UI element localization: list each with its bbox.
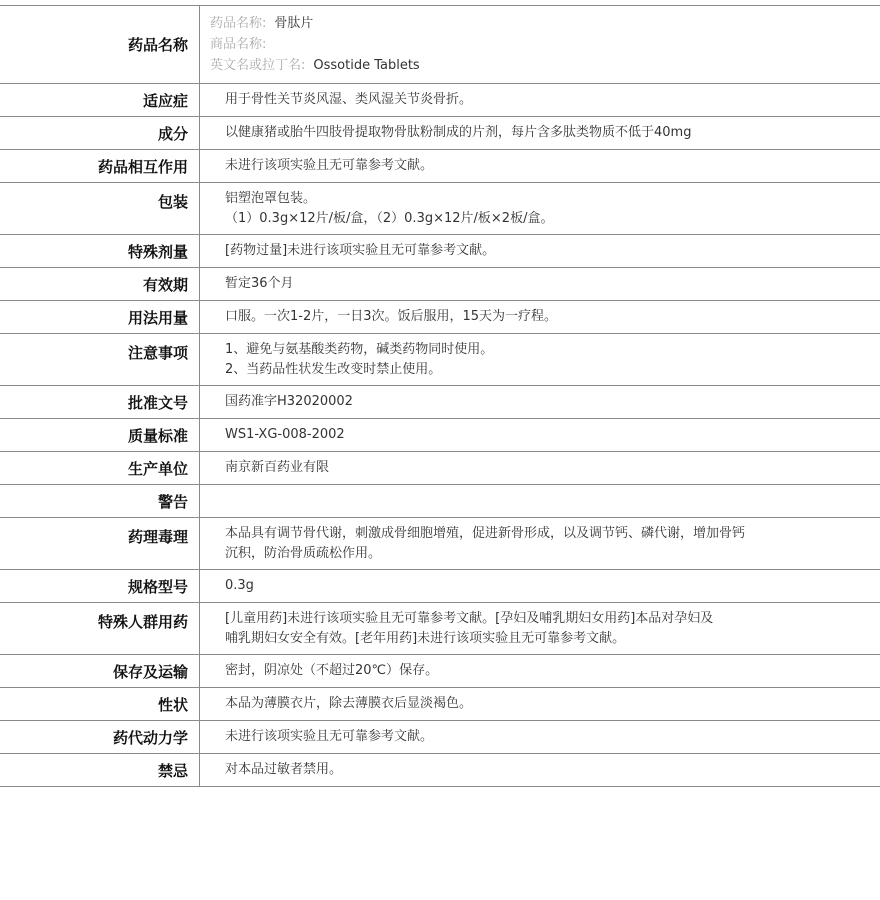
row-storage-transport xyxy=(0,655,880,688)
row-manufacturer xyxy=(0,452,880,485)
row-value xyxy=(200,754,880,786)
row-value xyxy=(200,334,880,385)
row-special-dosage xyxy=(0,235,880,268)
value-line: 0.3g xyxy=(225,578,254,593)
trade-name-line xyxy=(210,34,790,55)
row-value xyxy=(200,485,880,517)
drug-name-key: 药品名称: xyxy=(210,16,267,31)
row-value xyxy=(200,301,880,333)
value-line: 用于骨性关节炎风湿、类风湿关节炎骨折。 xyxy=(225,92,473,107)
row-label: 生产单位 xyxy=(0,452,200,484)
row-label: 特殊剂量 xyxy=(0,235,200,267)
value-line: 未进行该项实验且无可靠参考文献。 xyxy=(225,158,434,173)
value-line: 1、避免与氨基酸类药物，碱类药物同时使用。 xyxy=(225,342,494,357)
value-line: [儿童用药]未进行该项实验且无可靠参考文献。[孕妇及哺乳期妇女用药]本品对孕妇及 xyxy=(225,611,714,626)
value-line: 铝塑泡罩包装。 xyxy=(225,191,317,206)
value-line: [药物过量]未进行该项实验且无可靠参考文献。 xyxy=(225,243,496,258)
row-shelf-life xyxy=(0,268,880,301)
row-label: 药品名称 xyxy=(0,6,200,83)
row-label: 成分 xyxy=(0,117,200,149)
row-value xyxy=(200,603,880,654)
row-value xyxy=(200,419,880,451)
value-line: 国药准字H32020002 xyxy=(225,394,353,409)
value-line: 2、当药品性状发生改变时禁止使用。 xyxy=(225,362,442,377)
value-line: 未进行该项实验且无可靠参考文献。 xyxy=(225,729,434,744)
trade-name-key: 商品名称: xyxy=(210,37,267,52)
row-value xyxy=(200,84,880,116)
value-line: 以健康猪或胎牛四肢骨提取物骨肽粉制成的片剂，每片含多肽类物质不低于40mg xyxy=(225,125,692,140)
row-value xyxy=(200,655,880,687)
row-label: 保存及运输 xyxy=(0,655,200,687)
row-value xyxy=(200,386,880,418)
row-value xyxy=(200,518,880,569)
value-line: 对本品过敏者禁用。 xyxy=(225,762,343,777)
value-line: 暂定36个月 xyxy=(225,276,294,291)
row-label: 适应症 xyxy=(0,84,200,116)
row-label: 药品相互作用 xyxy=(0,150,200,182)
row-drug-names xyxy=(0,6,880,84)
row-approval-number xyxy=(0,386,880,419)
row-label: 用法用量 xyxy=(0,301,200,333)
drug-name-value: 骨肽片 xyxy=(274,16,314,31)
value-line: WS1-XG-008-2002 xyxy=(225,427,345,442)
row-label: 质量标准 xyxy=(0,419,200,451)
row-value xyxy=(200,6,880,83)
english-name-value: Ossotide Tablets xyxy=(313,58,420,73)
row-ingredients xyxy=(0,117,880,150)
value-line: 哺乳期妇女安全有效。[老年用药]未进行该项实验且无可靠参考文献。 xyxy=(225,631,626,646)
row-value xyxy=(200,268,880,300)
row-value xyxy=(200,452,880,484)
value-line: 密封，阴凉处（不超过20℃）保存。 xyxy=(225,663,439,678)
value-line: 沉积，防治骨质疏松作用。 xyxy=(225,546,382,561)
row-value xyxy=(200,150,880,182)
row-pharmacokinetics xyxy=(0,721,880,754)
row-label: 禁忌 xyxy=(0,754,200,786)
row-packaging xyxy=(0,183,880,235)
row-label: 规格型号 xyxy=(0,570,200,602)
value-line: 本品具有调节骨代谢，刺激成骨细胞增殖，促进新骨形成，以及调节钙、磷代谢，增加骨钙 xyxy=(225,526,746,541)
row-label: 批准文号 xyxy=(0,386,200,418)
row-special-populations xyxy=(0,603,880,655)
row-label: 注意事项 xyxy=(0,334,200,385)
row-value xyxy=(200,688,880,720)
row-value xyxy=(200,235,880,267)
row-label: 包装 xyxy=(0,183,200,234)
row-label: 药理毒理 xyxy=(0,518,200,569)
row-value xyxy=(200,721,880,753)
row-value xyxy=(200,183,880,234)
row-usage-dosage xyxy=(0,301,880,334)
row-label: 性状 xyxy=(0,688,200,720)
row-value xyxy=(200,570,880,602)
row-drug-interactions xyxy=(0,150,880,183)
english-name-line xyxy=(210,55,790,76)
row-quality-standard xyxy=(0,419,880,452)
row-value xyxy=(200,117,880,149)
row-label: 有效期 xyxy=(0,268,200,300)
value-line: （1）0.3g×12片/板/盒，（2）0.3g×12片/板×2板/盒。 xyxy=(225,211,554,226)
row-pharmacology-toxicology xyxy=(0,518,880,570)
english-name-key: 英文名或拉丁名: xyxy=(210,58,306,73)
drug-name-line xyxy=(210,13,790,34)
drug-spec-table xyxy=(0,5,880,787)
row-specification xyxy=(0,570,880,603)
row-precautions xyxy=(0,334,880,386)
row-indications xyxy=(0,84,880,117)
row-label: 药代动力学 xyxy=(0,721,200,753)
row-appearance xyxy=(0,688,880,721)
row-warning xyxy=(0,485,880,518)
row-label: 特殊人群用药 xyxy=(0,603,200,654)
row-label: 警告 xyxy=(0,485,200,517)
row-contraindications xyxy=(0,754,880,787)
value-line: 南京新百药业有限 xyxy=(225,460,330,475)
value-line: 口服。一次1-2片，一日3次。饭后服用，15天为一疗程。 xyxy=(225,309,558,324)
value-line: 本品为薄膜衣片，除去薄膜衣后显淡褐色。 xyxy=(225,696,473,711)
